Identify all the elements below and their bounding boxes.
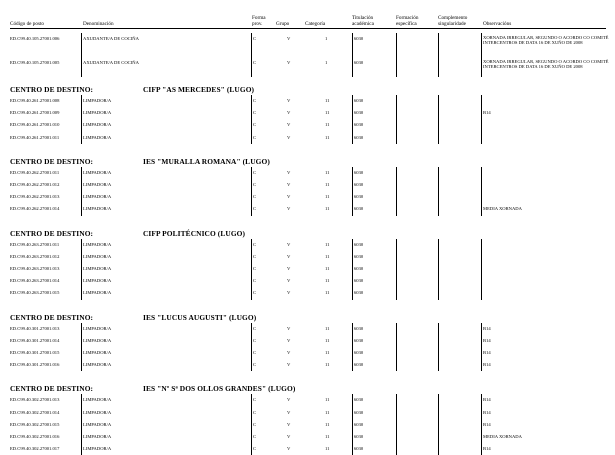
cell-codigo: ED.C99.40.262.27001.012 <box>10 182 60 187</box>
cell-categoria: 11 <box>325 182 330 187</box>
cell-denominacion: LIMPADOR/A <box>83 337 112 343</box>
table-row <box>0 323 615 335</box>
column-rule <box>251 239 252 300</box>
destination-center-name: IES "Nº Sª DOS OLLOS GRANDES" (LUGO) <box>143 384 296 394</box>
cell-observaciones: B14 <box>483 350 491 355</box>
cell-denominacion: LIMPADOR/A <box>83 194 112 200</box>
header-codigo: Código de posto <box>10 21 45 27</box>
cell-codigo: ED.C99.40.302.27001.017 <box>10 446 60 452</box>
cell-titulacion: 6030 <box>354 266 364 271</box>
cell-forma: C <box>253 325 257 331</box>
column-rule <box>481 394 482 455</box>
cell-forma: C <box>253 253 257 259</box>
cell-categoria: 11 <box>325 325 330 331</box>
cell-codigo: ED.C99.40.302.27001.014 <box>10 409 60 415</box>
cell-denominacion: LIMPADOR/A <box>83 241 112 247</box>
table-row <box>0 251 615 263</box>
cell-titulacion: 6030 <box>354 446 364 452</box>
cell-titulacion: 6030 <box>354 253 364 259</box>
cell-codigo: ED.C99.40.105.27001.005 <box>10 60 60 65</box>
header-formacion: Formación específica <box>396 15 419 27</box>
cell-codigo: ED.C99.40.301.27001.013 <box>10 325 60 331</box>
cell-forma: C <box>253 278 257 284</box>
cell-forma: C <box>253 134 257 140</box>
cell-grupo: V <box>287 110 291 116</box>
cell-denominacion: AXUDANTE/A DE COCIÑA <box>83 60 139 65</box>
cell-denominacion: LIMPADOR/A <box>83 266 112 271</box>
column-rule <box>438 33 439 77</box>
table-row <box>0 359 615 371</box>
column-rule <box>438 394 439 455</box>
cell-codigo: ED.C99.40.261.27001.011 <box>10 134 60 140</box>
cell-codigo: ED.C99.40.302.27001.015 <box>10 421 60 427</box>
column-rule <box>396 95 397 144</box>
cell-denominacion: LIMPADOR/A <box>83 169 112 175</box>
cell-forma: C <box>253 110 257 116</box>
cell-observaciones: XORNADA IRREGULAR, SEGUNDO O ACORDO CO COMITÉ INTERCENTROS DE DATA 16 DE XUÑO DE 2008 <box>483 59 609 69</box>
column-rule <box>396 167 397 216</box>
column-rule <box>81 239 82 300</box>
cell-titulacion: 6030 <box>354 182 364 187</box>
cell-codigo: ED.C99.40.263.27001.011 <box>10 241 60 247</box>
column-rule <box>251 167 252 216</box>
cell-forma: C <box>253 434 257 439</box>
cell-grupo: V <box>287 98 291 103</box>
cell-grupo: V <box>287 253 291 259</box>
cell-grupo: V <box>287 278 291 284</box>
table-row <box>0 95 615 107</box>
destination-center-name: IES "LUCUS AUGUSTI" (LUGO) <box>143 312 257 322</box>
cell-categoria: 11 <box>325 110 330 116</box>
destination-label: CENTRO DE DESTINO: <box>10 156 94 166</box>
table-row <box>0 132 615 144</box>
cell-forma: C <box>253 122 257 128</box>
column-rule <box>251 95 252 144</box>
cell-titulacion: 6030 <box>354 325 364 331</box>
cell-forma: C <box>253 266 257 271</box>
cell-titulacion: 6030 <box>354 337 364 343</box>
cell-codigo: ED.C99.40.105.27001.006 <box>10 36 60 41</box>
cell-titulacion: 6030 <box>354 169 364 175</box>
destination-label: CENTRO DE DESTINO: <box>10 384 94 394</box>
cell-categoria: 11 <box>325 290 330 296</box>
cell-titulacion: 6030 <box>354 434 364 439</box>
cell-categoria: 11 <box>325 169 330 175</box>
header-divider <box>10 28 606 29</box>
table-row <box>0 191 615 203</box>
column-rule <box>481 239 482 300</box>
table-row <box>0 443 615 455</box>
column-rule <box>251 394 252 455</box>
cell-denominacion: LIMPADOR/A <box>83 362 112 368</box>
table-row <box>0 119 615 131</box>
cell-observaciones: B14 <box>483 362 491 368</box>
table-row <box>0 287 615 299</box>
cell-grupo: V <box>287 421 291 427</box>
cell-observaciones: MEDIA XORNADA <box>483 206 522 212</box>
table-row <box>0 203 615 215</box>
cell-categoria: 11 <box>325 122 330 128</box>
cell-categoria: 11 <box>325 337 330 343</box>
cell-denominacion: LIMPADOR/A <box>83 134 112 140</box>
destination-label: CENTRO DE DESTINO: <box>10 312 94 322</box>
cell-categoria: 11 <box>325 397 330 403</box>
cell-forma: C <box>253 337 257 343</box>
destination-center-heading <box>0 157 615 167</box>
cell-codigo: ED.C99.40.302.27001.016 <box>10 434 60 439</box>
cell-forma: C <box>253 194 257 200</box>
column-rule <box>396 323 397 372</box>
cell-categoria: 11 <box>325 434 330 439</box>
column-rule <box>481 95 482 144</box>
table-row <box>0 431 615 443</box>
cell-grupo: V <box>287 134 291 140</box>
column-rule <box>352 167 353 216</box>
column-rule <box>81 95 82 144</box>
cell-denominacion: LIMPADOR/A <box>83 446 112 452</box>
table-row <box>0 167 615 179</box>
cell-forma: C <box>253 290 257 296</box>
cell-grupo: V <box>287 60 291 65</box>
table-row <box>0 57 615 69</box>
header-denominacion: Denominación <box>83 21 114 27</box>
cell-codigo: ED.C99.40.263.27001.014 <box>10 278 60 284</box>
cell-titulacion: 6030 <box>354 278 364 284</box>
cell-observaciones: MEDIA XORNADA <box>483 434 522 439</box>
cell-observaciones: B14 <box>483 110 491 116</box>
table-row <box>0 347 615 359</box>
cell-observaciones: B14 <box>483 325 491 331</box>
cell-forma: C <box>253 409 257 415</box>
cell-codigo: ED.C99.40.261.27001.010 <box>10 122 60 128</box>
cell-codigo: ED.C99.40.261.27001.009 <box>10 110 60 116</box>
cell-grupo: V <box>287 434 291 439</box>
destination-center-heading <box>0 384 615 394</box>
cell-grupo: V <box>287 122 291 128</box>
column-rule <box>438 239 439 300</box>
cell-categoria: 11 <box>325 98 330 103</box>
cell-titulacion: 6030 <box>354 122 364 128</box>
cell-titulacion: 6030 <box>354 206 364 212</box>
cell-categoria: 11 <box>325 194 330 200</box>
cell-grupo: V <box>287 446 291 452</box>
column-rule <box>438 323 439 372</box>
table-row <box>0 394 615 406</box>
destination-label: CENTRO DE DESTINO: <box>10 85 94 94</box>
cell-categoria: 1 <box>325 36 328 41</box>
column-rule <box>81 33 82 77</box>
cell-titulacion: 6030 <box>354 134 364 140</box>
cell-denominacion: LIMPADOR/A <box>83 98 112 103</box>
cell-titulacion: 6030 <box>354 36 364 41</box>
cell-grupo: V <box>287 337 291 343</box>
column-rule <box>352 33 353 77</box>
cell-denominacion: LIMPADOR/A <box>83 434 112 439</box>
column-rule <box>396 239 397 300</box>
cell-titulacion: 6030 <box>354 362 364 368</box>
cell-denominacion: LIMPADOR/A <box>83 122 112 128</box>
cell-grupo: V <box>287 362 291 368</box>
destination-center-name: IES "MURALLA ROMANA" (LUGO) <box>143 156 270 166</box>
cell-grupo: V <box>287 194 291 200</box>
cell-titulacion: 6030 <box>354 60 364 65</box>
cell-categoria: 11 <box>325 253 330 259</box>
cell-titulacion: 6030 <box>354 194 364 200</box>
table-row <box>0 263 615 275</box>
column-rule <box>352 394 353 455</box>
cell-forma: C <box>253 169 257 175</box>
cell-observaciones: B14 <box>483 397 491 403</box>
header-complemento: Complemento singularidade <box>438 15 468 27</box>
cell-forma: C <box>253 350 257 355</box>
cell-codigo: ED.C99.40.301.27001.014 <box>10 337 60 343</box>
cell-categoria: 11 <box>325 134 330 140</box>
column-rule <box>251 33 252 77</box>
cell-codigo: ED.C99.40.262.27001.011 <box>10 169 60 175</box>
cell-codigo: ED.C99.40.263.27001.015 <box>10 290 60 296</box>
table-row <box>0 239 615 251</box>
cell-codigo: ED.C99.40.262.27001.014 <box>10 206 60 212</box>
cell-codigo: ED.C99.40.263.27001.013 <box>10 266 60 271</box>
cell-categoria: 11 <box>325 362 330 368</box>
cell-categoria: 11 <box>325 278 330 284</box>
cell-denominacion: LIMPADOR/A <box>83 253 112 259</box>
column-rule <box>251 323 252 372</box>
header-forma-prov: Forma prov. <box>252 15 266 27</box>
cell-forma: C <box>253 397 257 403</box>
cell-observaciones: B14 <box>483 409 491 415</box>
table-row <box>0 407 615 419</box>
cell-forma: C <box>253 362 257 368</box>
cell-titulacion: 6030 <box>354 110 364 116</box>
destination-label: CENTRO DE DESTINO: <box>10 228 94 238</box>
column-rule <box>481 323 482 372</box>
table-row <box>0 107 615 119</box>
cell-titulacion: 6030 <box>354 290 364 296</box>
cell-denominacion: AXUDANTE/A DE COCIÑA <box>83 36 139 41</box>
cell-forma: C <box>253 446 257 452</box>
table-row <box>0 179 615 191</box>
cell-codigo: ED.C99.40.301.27001.016 <box>10 362 60 368</box>
cell-categoria: 11 <box>325 409 330 415</box>
cell-denominacion: LIMPADOR/A <box>83 110 112 116</box>
cell-grupo: V <box>287 36 291 41</box>
cell-forma: C <box>253 241 257 247</box>
cell-observaciones: B14 <box>483 337 491 343</box>
cell-titulacion: 6030 <box>354 397 364 403</box>
cell-categoria: 11 <box>325 350 330 355</box>
destination-center-name: CIFP "AS MERCEDES" (LUGO) <box>143 85 255 94</box>
cell-forma: C <box>253 421 257 427</box>
cell-grupo: V <box>287 409 291 415</box>
destination-center-heading <box>0 85 615 95</box>
cell-titulacion: 6030 <box>354 421 364 427</box>
cell-grupo: V <box>287 325 291 331</box>
cell-categoria: 1 <box>325 60 328 65</box>
table-row <box>0 33 615 45</box>
header-titulacion: Titulación académica <box>352 15 374 27</box>
cell-categoria: 11 <box>325 206 330 212</box>
cell-forma: C <box>253 206 257 212</box>
table-row <box>0 275 615 287</box>
cell-forma: C <box>253 36 257 41</box>
column-rule <box>81 394 82 455</box>
cell-observaciones: B14 <box>483 446 491 452</box>
cell-denominacion: LIMPADOR/A <box>83 278 112 284</box>
cell-grupo: V <box>287 397 291 403</box>
column-rule <box>438 95 439 144</box>
cell-titulacion: 6030 <box>354 98 364 103</box>
cell-grupo: V <box>287 290 291 296</box>
column-rule <box>396 394 397 455</box>
cell-forma: C <box>253 60 257 65</box>
cell-grupo: V <box>287 206 291 212</box>
cell-codigo: ED.C99.40.262.27001.013 <box>10 194 60 200</box>
cell-titulacion: 6030 <box>354 241 364 247</box>
cell-denominacion: LIMPADOR/A <box>83 409 112 415</box>
header-grupo: Grupo <box>276 21 290 27</box>
cell-codigo: ED.C99.40.261.27001.008 <box>10 98 60 103</box>
column-rule <box>438 167 439 216</box>
cell-grupo: V <box>287 350 291 355</box>
cell-categoria: 11 <box>325 241 330 247</box>
column-rule <box>481 33 482 77</box>
cell-titulacion: 6030 <box>354 350 364 355</box>
cell-denominacion: LIMPADOR/A <box>83 206 112 212</box>
cell-denominacion: LIMPADOR/A <box>83 290 112 296</box>
column-rule <box>352 95 353 144</box>
header-categoria: Categoría <box>305 21 326 27</box>
column-rule <box>81 323 82 372</box>
table-row <box>0 419 615 431</box>
cell-forma: C <box>253 182 257 187</box>
cell-denominacion: LIMPADOR/A <box>83 350 112 355</box>
column-rule <box>396 33 397 77</box>
column-rule <box>481 167 482 216</box>
cell-codigo: ED.C99.40.263.27001.012 <box>10 253 60 259</box>
destination-center-name: CIFP POLITÉCNICO (LUGO) <box>143 228 246 238</box>
column-rule <box>352 239 353 300</box>
cell-denominacion: LIMPADOR/A <box>83 397 112 403</box>
cell-categoria: 11 <box>325 266 330 271</box>
cell-observaciones: B14 <box>483 421 491 427</box>
destination-center-heading <box>0 229 615 239</box>
destination-center-heading <box>0 313 615 323</box>
cell-grupo: V <box>287 182 291 187</box>
cell-titulacion: 6030 <box>354 409 364 415</box>
cell-categoria: 11 <box>325 446 330 452</box>
cell-denominacion: LIMPADOR/A <box>83 325 112 331</box>
cell-grupo: V <box>287 169 291 175</box>
cell-codigo: ED.C99.40.301.27001.015 <box>10 350 60 355</box>
cell-denominacion: LIMPADOR/A <box>83 421 112 427</box>
header-observaciones: Observacións <box>483 21 512 27</box>
cell-categoria: 11 <box>325 421 330 427</box>
table-row <box>0 335 615 347</box>
cell-codigo: ED.C99.40.302.27001.013 <box>10 397 60 403</box>
cell-forma: C <box>253 98 257 103</box>
cell-grupo: V <box>287 241 291 247</box>
column-rule <box>81 167 82 216</box>
cell-grupo: V <box>287 266 291 271</box>
cell-observaciones: XORNADA IRREGULAR, SEGUNDO O ACORDO CO COMITÉ INTERCENTROS DE DATA 16 DE XUÑO DE 2008 <box>483 35 609 45</box>
column-rule <box>352 323 353 372</box>
cell-denominacion: LIMPADOR/A <box>83 182 112 187</box>
